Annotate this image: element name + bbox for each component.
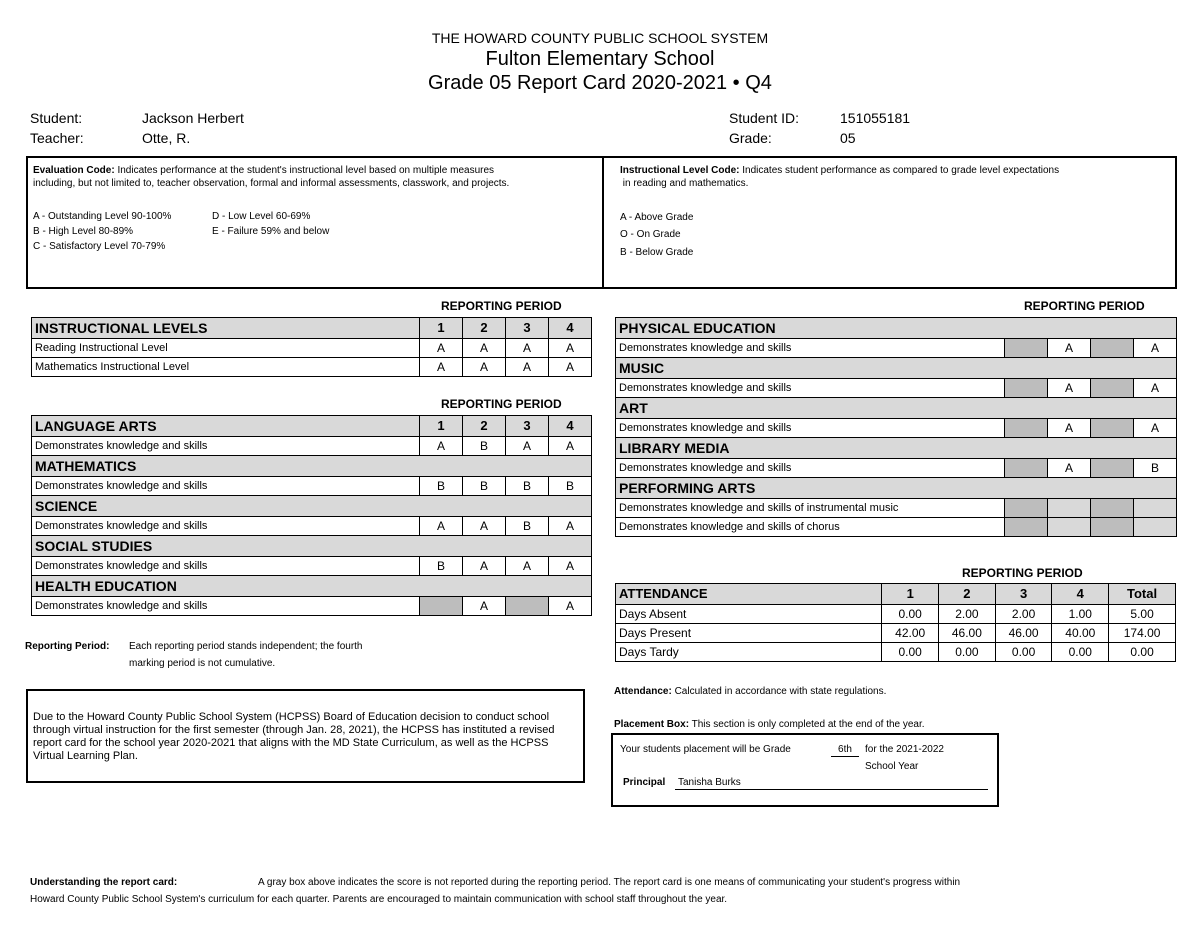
grade-cell: B <box>549 477 592 496</box>
period-header: 3 <box>506 416 549 437</box>
row-label: Days Present <box>616 624 882 643</box>
understanding-title <box>30 876 177 889</box>
table-row <box>616 643 1176 662</box>
student-name: Jackson Herbert <box>142 110 244 126</box>
grade-cell: A <box>420 358 463 377</box>
reporting-period-label: REPORTING PERIOD <box>441 397 562 411</box>
table-row <box>32 339 592 358</box>
instructional-code-text1: Indicates student performance as compared to grade level expectations <box>742 165 1060 176</box>
attendance-cell: 0.00 <box>939 643 996 662</box>
grade-cell: A <box>549 517 592 536</box>
attendance-cell: 40.00 <box>1052 624 1109 643</box>
principal-name: Tanisha Burks <box>675 776 988 790</box>
row-label: Demonstrates knowledge and skills <box>32 477 420 496</box>
grade-cell: B <box>463 477 506 496</box>
period-header: 2 <box>463 416 506 437</box>
grade-cell: B <box>506 477 549 496</box>
section-title: MUSIC <box>616 358 1177 379</box>
section-header <box>32 318 592 339</box>
table-row <box>32 557 592 576</box>
notice-box <box>26 689 585 783</box>
placement-note <box>614 718 925 731</box>
section-header <box>616 584 1176 605</box>
table-row <box>616 339 1177 358</box>
grade-cell: B <box>1134 459 1177 478</box>
grade-cell: A <box>463 358 506 377</box>
instr-b: B - Below Grade <box>620 247 694 258</box>
section-title: PHYSICAL EDUCATION <box>616 318 1177 339</box>
attendance-cell: 0.00 <box>882 643 939 662</box>
grade-value: 05 <box>840 130 856 146</box>
eval-b: B - High Level 80-89% <box>33 226 134 237</box>
attendance-cell: 2.00 <box>995 605 1052 624</box>
section-title: MATHEMATICS <box>32 456 592 477</box>
grade-cell: A <box>549 437 592 456</box>
grade-cell-not-reported <box>1005 419 1048 438</box>
evaluation-code <box>33 164 593 190</box>
grade-cell: A <box>1048 379 1091 398</box>
grade-cell-not-reported <box>1005 379 1048 398</box>
grade-cell-not-reported <box>1005 339 1048 358</box>
instructional-code <box>620 164 1170 190</box>
section-header <box>616 438 1177 459</box>
grade-cell: A <box>1048 419 1091 438</box>
grade-cell: A <box>463 597 506 616</box>
student-id: 151055181 <box>840 110 911 126</box>
grade-cell-not-reported <box>1048 499 1091 518</box>
grade-cell: A <box>1134 379 1177 398</box>
period-header: 4 <box>1052 584 1109 605</box>
instructional-code-title: Instructional Level Code: <box>620 165 740 176</box>
period-header: 3 <box>506 318 549 339</box>
instr-o: O - On Grade <box>620 229 681 240</box>
row-label: Days Absent <box>616 605 882 624</box>
reporting-note-line2: marking period is not cumulative. <box>129 658 276 669</box>
academics-table <box>31 415 592 616</box>
placement-line-prefix: Your students placement will be Grade <box>620 744 791 755</box>
row-label: Demonstrates knowledge and skills <box>616 339 1005 358</box>
grade-cell: A <box>420 437 463 456</box>
attendance-note <box>614 685 886 698</box>
grade-cell: A <box>506 339 549 358</box>
reporting-note-title <box>25 640 109 653</box>
table-row <box>32 597 592 616</box>
reporting-note-line1: Each reporting period stands independent; the fourth <box>129 641 363 652</box>
student-label: Student: <box>30 110 83 126</box>
school-name: Fulton Elementary School <box>485 48 715 70</box>
attendance-cell: 0.00 <box>995 643 1052 662</box>
section-title: INSTRUCTIONAL LEVELS <box>32 318 420 339</box>
section-title: SOCIAL STUDIES <box>32 536 592 557</box>
reporting-note-label: Reporting Period: <box>25 641 110 652</box>
grade-cell: A <box>549 557 592 576</box>
reporting-period-label: REPORTING PERIOD <box>441 299 562 313</box>
grade-cell-not-reported <box>1091 499 1134 518</box>
grade-cell-not-reported <box>1005 499 1048 518</box>
eval-a: A - Outstanding Level 90-100% <box>33 211 172 222</box>
placement-grade: 6th <box>831 743 859 757</box>
district-name: THE HOWARD COUNTY PUBLIC SCHOOL SYSTEM <box>431 30 769 46</box>
grade-cell-not-reported <box>1134 499 1177 518</box>
section-title: SCIENCE <box>32 496 592 517</box>
attendance-cell: 1.00 <box>1052 605 1109 624</box>
grade-cell-not-reported <box>1048 518 1091 537</box>
eval-e: E - Failure 59% and below <box>212 226 330 237</box>
grade-cell: A <box>1048 339 1091 358</box>
specials-table <box>615 317 1177 537</box>
student-id-label: Student ID: <box>729 110 800 126</box>
understanding-line1: A gray box above indicates the score is not reported during the reporting period. The report card is one means of communicating your student's progress within <box>258 877 961 888</box>
grade-cell: A <box>506 557 549 576</box>
attendance-cell: 174.00 <box>1109 624 1176 643</box>
attendance-note-text: Calculated in accordance with state regulations. <box>674 686 887 697</box>
row-label: Demonstrates knowledge and skills <box>32 437 420 456</box>
grade-cell-not-reported <box>1134 518 1177 537</box>
evaluation-code-title: Evaluation Code: <box>33 165 115 176</box>
placement-line-suffix: for the 2021-2022 <box>865 744 944 755</box>
period-header: 4 <box>549 416 592 437</box>
grade-cell: A <box>1134 339 1177 358</box>
reporting-period-label: REPORTING PERIOD <box>1024 299 1145 313</box>
grade-cell-not-reported <box>1005 459 1048 478</box>
attendance-cell: 2.00 <box>939 605 996 624</box>
row-label: Reading Instructional Level <box>32 339 420 358</box>
attendance-cell: 46.00 <box>939 624 996 643</box>
section-title: LANGUAGE ARTS <box>32 416 420 437</box>
grade-cell-not-reported <box>1091 379 1134 398</box>
instructional-levels-table <box>31 317 592 377</box>
row-label: Demonstrates knowledge and skills <box>616 379 1005 398</box>
evaluation-code-text2: including, but not limited to, teacher observation, formal and informal assessments, classwork, and projects. <box>33 178 510 189</box>
row-label: Demonstrates knowledge and skills <box>32 517 420 536</box>
grade-cell: B <box>506 517 549 536</box>
teacher-label: Teacher: <box>30 130 84 146</box>
understanding-label: Understanding the report card: <box>30 877 178 888</box>
section-header <box>32 576 592 597</box>
section-title: PERFORMING ARTS <box>616 478 1177 499</box>
attendance-cell: 5.00 <box>1109 605 1176 624</box>
evaluation-code-text1: Indicates performance at the student's instructional level based on multiple measures <box>117 165 495 176</box>
attendance-cell: 0.00 <box>1052 643 1109 662</box>
period-header: 3 <box>995 584 1052 605</box>
grade-cell-not-reported <box>1091 419 1134 438</box>
attendance-cell: 0.00 <box>1109 643 1176 662</box>
period-header: 4 <box>549 318 592 339</box>
grade-cell: B <box>420 557 463 576</box>
placement-note-text: This section is only completed at the end of the year. <box>691 719 925 730</box>
section-header <box>616 478 1177 499</box>
teacher-name: Otte, R. <box>142 130 191 146</box>
grade-cell-not-reported <box>1091 339 1134 358</box>
instructional-code-text2: in reading and mathematics. <box>622 178 749 189</box>
grade-cell: B <box>420 477 463 496</box>
section-header <box>32 416 592 437</box>
section-title: LIBRARY MEDIA <box>616 438 1177 459</box>
table-row <box>616 605 1176 624</box>
section-header <box>616 398 1177 419</box>
attendance-note-title: Attendance: <box>614 686 672 697</box>
grade-cell: A <box>549 358 592 377</box>
table-row <box>32 437 592 456</box>
section-header <box>32 456 592 477</box>
row-label: Demonstrates knowledge and skills <box>32 597 420 616</box>
period-header: 1 <box>420 416 463 437</box>
placement-box <box>611 733 999 807</box>
section-header <box>616 318 1177 339</box>
table-row <box>32 358 592 377</box>
row-label: Mathematics Instructional Level <box>32 358 420 377</box>
grade-cell-not-reported <box>420 597 463 616</box>
eval-d: D - Low Level 60-69% <box>212 211 311 222</box>
grade-cell-not-reported <box>506 597 549 616</box>
row-label: Demonstrates knowledge and skills <box>616 419 1005 438</box>
eval-c: C - Satisfactory Level 70-79% <box>33 241 166 252</box>
section-header <box>616 358 1177 379</box>
section-header <box>32 536 592 557</box>
principal-label: Principal <box>623 777 666 788</box>
report-title: Grade 05 Report Card 2020-2021 • Q4 <box>428 72 772 94</box>
grade-cell: A <box>463 517 506 536</box>
reporting-period-label: REPORTING PERIOD <box>962 566 1083 580</box>
section-title: ATTENDANCE <box>616 584 882 605</box>
period-header: 1 <box>420 318 463 339</box>
row-label: Demonstrates knowledge and skills of instrumental music <box>616 499 1005 518</box>
instr-a: A - Above Grade <box>620 212 694 223</box>
table-row <box>616 518 1177 537</box>
notice-text: Due to the Howard County Public School System (HCPSS) Board of Education decision to conduct school through virtual instruction for the first semester (through Jan. 28, 2021), the HCPSS has instituted a revised report card for the school year 2020-2021 that aligns with the MD State Curriculum, as well as the HCPSS Virtual Learning Plan. <box>33 711 555 762</box>
grade-cell: A <box>420 339 463 358</box>
grade-cell: A <box>506 437 549 456</box>
grade-cell: A <box>1134 419 1177 438</box>
period-header: 1 <box>882 584 939 605</box>
grade-cell: A <box>463 557 506 576</box>
section-title: ART <box>616 398 1177 419</box>
row-label: Days Tardy <box>616 643 882 662</box>
row-label: Demonstrates knowledge and skills <box>32 557 420 576</box>
grade-cell: A <box>549 339 592 358</box>
grade-cell: B <box>463 437 506 456</box>
attendance-cell: 42.00 <box>882 624 939 643</box>
grade-cell: A <box>506 358 549 377</box>
grade-cell-not-reported <box>1005 518 1048 537</box>
table-row <box>616 499 1177 518</box>
row-label: Demonstrates knowledge and skills <box>616 459 1005 478</box>
grade-cell: A <box>549 597 592 616</box>
placement-note-title: Placement Box: <box>614 719 690 730</box>
understanding-line2: Howard County Public School System's curriculum for each quarter. Parents are encouraged to maintain communication with school staff throughout the year. <box>30 894 728 905</box>
period-header: 2 <box>463 318 506 339</box>
table-row <box>616 379 1177 398</box>
grade-label: Grade: <box>729 130 772 146</box>
grade-cell-not-reported <box>1091 459 1134 478</box>
total-header: Total <box>1109 584 1176 605</box>
placement-school-year: School Year <box>865 761 919 772</box>
grade-cell: A <box>420 517 463 536</box>
grade-cell: A <box>1048 459 1091 478</box>
row-label: Demonstrates knowledge and skills of chorus <box>616 518 1005 537</box>
codes-divider <box>602 156 604 289</box>
grade-cell-not-reported <box>1091 518 1134 537</box>
attendance-table <box>615 583 1176 662</box>
table-row <box>32 477 592 496</box>
table-row <box>616 419 1177 438</box>
period-header: 2 <box>939 584 996 605</box>
table-row <box>616 624 1176 643</box>
table-row <box>32 517 592 536</box>
attendance-cell: 46.00 <box>995 624 1052 643</box>
section-header <box>32 496 592 517</box>
section-title: HEALTH EDUCATION <box>32 576 592 597</box>
grade-cell: A <box>463 339 506 358</box>
attendance-cell: 0.00 <box>882 605 939 624</box>
table-row <box>616 459 1177 478</box>
